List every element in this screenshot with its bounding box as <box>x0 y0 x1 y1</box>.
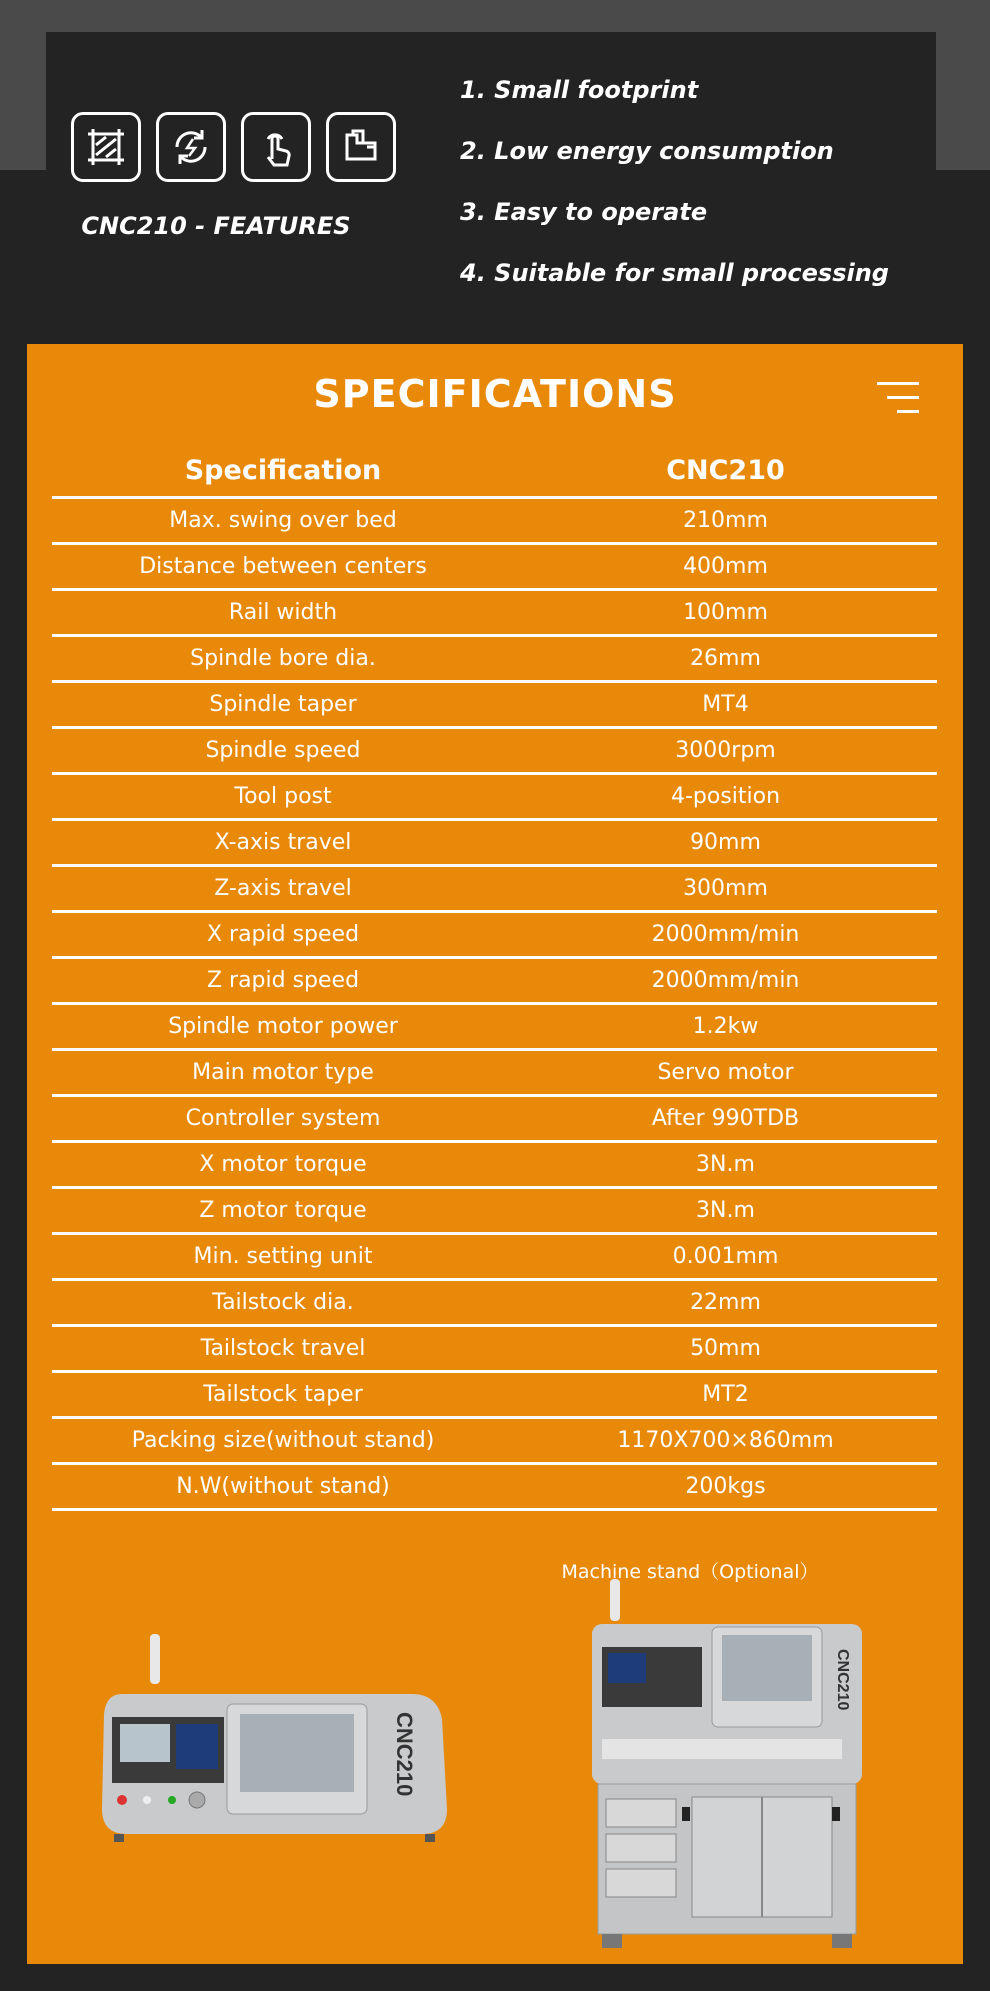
spec-value: MT2 <box>514 1372 937 1418</box>
column-header-specification: Specification <box>52 444 514 498</box>
spec-label: Main motor type <box>52 1050 514 1096</box>
spec-row <box>52 682 937 728</box>
cnc210-with-stand-image <box>562 1579 862 1959</box>
spec-value: 22mm <box>514 1280 937 1326</box>
feature-item: 3. Easy to operate <box>460 198 708 226</box>
spec-value: 400mm <box>514 544 937 590</box>
spec-row <box>52 1188 937 1234</box>
spec-label: X rapid speed <box>52 912 514 958</box>
spec-value: 3000rpm <box>514 728 937 774</box>
spec-label: Z rapid speed <box>52 958 514 1004</box>
spec-value: 2000mm/min <box>514 912 937 958</box>
stand-model-label: CNC210 <box>834 1649 851 1711</box>
spec-label: Max. swing over bed <box>52 498 514 544</box>
spec-value: 26mm <box>514 636 937 682</box>
spec-value: 0.001mm <box>514 1234 937 1280</box>
spec-row <box>52 590 937 636</box>
spec-table-body <box>52 498 937 1510</box>
spec-value: 3N.m <box>514 1188 937 1234</box>
spec-label: X-axis travel <box>52 820 514 866</box>
spec-row <box>52 820 937 866</box>
spec-row <box>52 958 937 1004</box>
feature-list <box>460 72 889 316</box>
spec-value: 90mm <box>514 820 937 866</box>
touch-operate-icon <box>241 112 311 182</box>
stand-caption: Machine stand（Optional） <box>561 1561 819 1583</box>
spec-row <box>52 1050 937 1096</box>
spec-label: Spindle bore dia. <box>52 636 514 682</box>
spec-label: Controller system <box>52 1096 514 1142</box>
spec-row <box>52 1280 937 1326</box>
cnc210-benchtop-image <box>92 1634 477 1874</box>
spec-row <box>52 912 937 958</box>
spec-label: N.W(without stand) <box>52 1464 514 1510</box>
spec-label: Rail width <box>52 590 514 636</box>
spec-row <box>52 636 937 682</box>
specifications-heading: SPECIFICATIONS <box>313 372 677 416</box>
spec-label: Packing size(without stand) <box>52 1418 514 1464</box>
spec-label: Z-axis travel <box>52 866 514 912</box>
spec-value: Servo motor <box>514 1050 937 1096</box>
spec-value: 210mm <box>514 498 937 544</box>
spec-label: Tailstock dia. <box>52 1280 514 1326</box>
spec-row <box>52 728 937 774</box>
menu-lines-icon <box>877 382 919 416</box>
spec-row <box>52 1096 937 1142</box>
footprint-icon <box>71 112 141 182</box>
spec-row <box>52 1372 937 1418</box>
spec-label: Spindle motor power <box>52 1004 514 1050</box>
feature-icons <box>71 112 396 182</box>
specifications-panel <box>27 344 963 1964</box>
spec-row <box>52 1326 937 1372</box>
spec-table-header <box>52 444 937 498</box>
spec-value: 50mm <box>514 1326 937 1372</box>
spec-value: 300mm <box>514 866 937 912</box>
machine-images <box>27 1524 963 1964</box>
energy-cycle-icon <box>156 112 226 182</box>
spec-value: 4-position <box>514 774 937 820</box>
spec-row <box>52 544 937 590</box>
spec-row <box>52 1004 937 1050</box>
spec-row <box>52 498 937 544</box>
spec-value: MT4 <box>514 682 937 728</box>
spec-label: Spindle taper <box>52 682 514 728</box>
spec-value: 1.2kw <box>514 1004 937 1050</box>
spec-table <box>52 444 937 1511</box>
spec-label: Min. setting unit <box>52 1234 514 1280</box>
spec-value: After 990TDB <box>514 1096 937 1142</box>
spec-row <box>52 1142 937 1188</box>
spec-row <box>52 774 937 820</box>
processing-icon <box>326 112 396 182</box>
spec-label: Z motor torque <box>52 1188 514 1234</box>
feature-item: 4. Suitable for small processing <box>460 259 889 287</box>
spec-row <box>52 1234 937 1280</box>
spec-value: 100mm <box>514 590 937 636</box>
spec-row <box>52 1418 937 1464</box>
spec-value: 3N.m <box>514 1142 937 1188</box>
spec-value: 1170X700×860mm <box>514 1418 937 1464</box>
spec-label: Tailstock taper <box>52 1372 514 1418</box>
features-title: CNC210 - FEATURES <box>81 212 351 240</box>
spec-row <box>52 1464 937 1510</box>
feature-item: 1. Small footprint <box>460 76 699 104</box>
spec-label: Tailstock travel <box>52 1326 514 1372</box>
features-section <box>46 32 936 332</box>
spec-label: Tool post <box>52 774 514 820</box>
spec-label: X motor torque <box>52 1142 514 1188</box>
feature-item: 2. Low energy consumption <box>460 137 834 165</box>
spec-label: Distance between centers <box>52 544 514 590</box>
spec-value: 200kgs <box>514 1464 937 1510</box>
spec-value: 2000mm/min <box>514 958 937 1004</box>
spec-label: Spindle speed <box>52 728 514 774</box>
column-header-model: CNC210 <box>514 444 937 498</box>
spec-row <box>52 866 937 912</box>
machine-model-label: CNC210 <box>392 1712 417 1797</box>
